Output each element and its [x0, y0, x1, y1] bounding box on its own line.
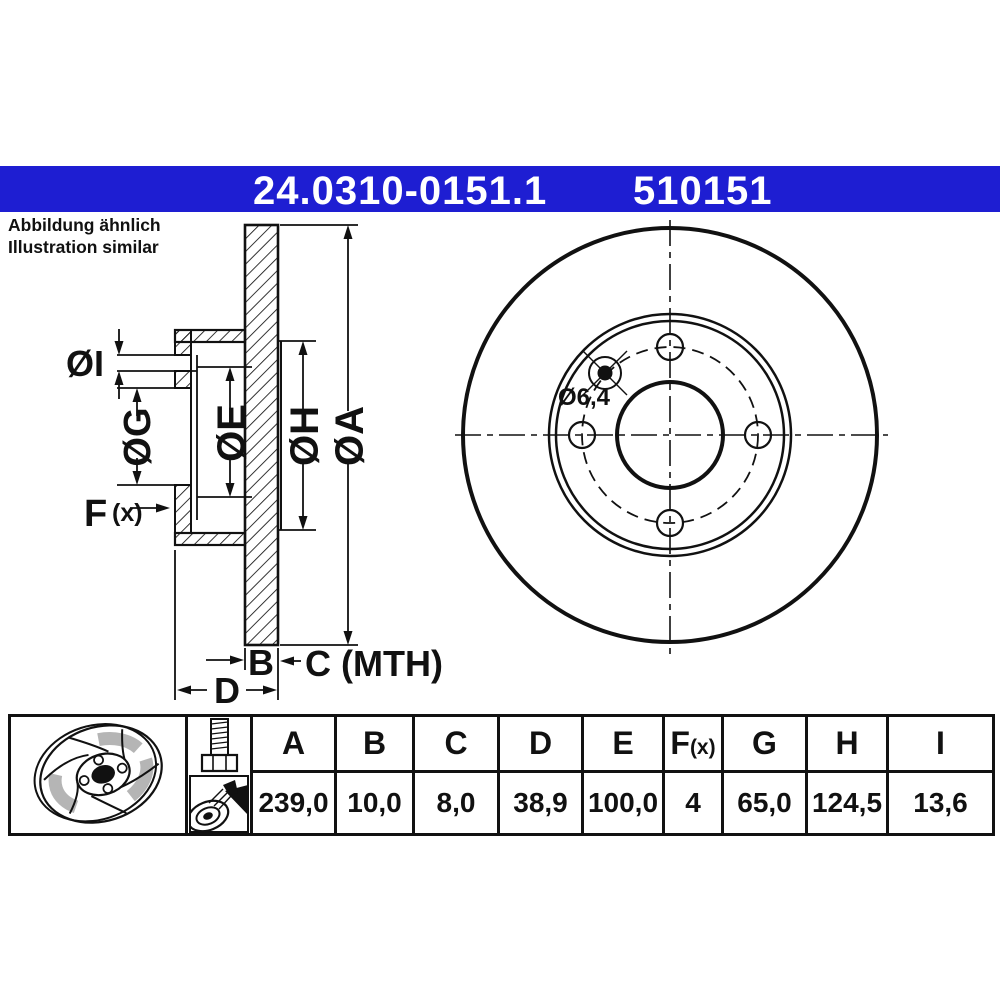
value-g: 65,0 [723, 772, 807, 835]
col-header-c: C [414, 716, 499, 772]
coated-disc-spray-icon [189, 775, 249, 833]
col-header-f: F(x) [664, 716, 723, 772]
reference-number: 510151 [633, 169, 773, 213]
value-e: 100,0 [583, 772, 664, 835]
col-header-d: D [499, 716, 583, 772]
dim-label-f-suffix: (x) [112, 499, 143, 527]
part-number: 24.0310-0151.1 [253, 169, 548, 213]
note-line-de: Abbildung ähnlich [8, 215, 161, 235]
pin-hole-label: Ø6,4 [558, 384, 611, 411]
dim-label-i: ØI [66, 343, 105, 384]
value-h: 124,5 [807, 772, 888, 835]
dim-label-d: D [214, 670, 240, 711]
note-line-en: Illustration similar [8, 236, 159, 257]
col-header-g: G [723, 716, 807, 772]
dim-c [280, 657, 301, 666]
dim-label-e: ØE [210, 404, 254, 462]
power-disc-icon [10, 716, 187, 835]
dim-label-b: B [248, 642, 274, 683]
pin-hole [598, 366, 613, 381]
front-view [455, 220, 888, 655]
dim-label-a: ØA [328, 406, 372, 466]
dim-label-g: ØG [117, 407, 159, 467]
dim-b [206, 656, 244, 665]
value-a: 239,0 [252, 772, 336, 835]
value-f: 4 [664, 772, 723, 835]
dim-label-c: C (MTH) [305, 643, 443, 684]
wheel-bolt-icon [189, 717, 249, 775]
col-header-i: I [888, 716, 994, 772]
col-header-h: H [807, 716, 888, 772]
section-view [66, 225, 443, 711]
value-c: 8,0 [414, 772, 499, 835]
value-i: 13,6 [888, 772, 994, 835]
col-header-e: E [583, 716, 664, 772]
value-d: 38,9 [499, 772, 583, 835]
value-b: 10,0 [336, 772, 414, 835]
col-header-a: A [252, 716, 336, 772]
dimensions-table [8, 714, 995, 836]
hat-flange-bottom [175, 533, 245, 545]
dim-label-h: ØH [283, 406, 327, 466]
dim-label-f: F [84, 493, 108, 535]
col-header-b: B [336, 716, 414, 772]
